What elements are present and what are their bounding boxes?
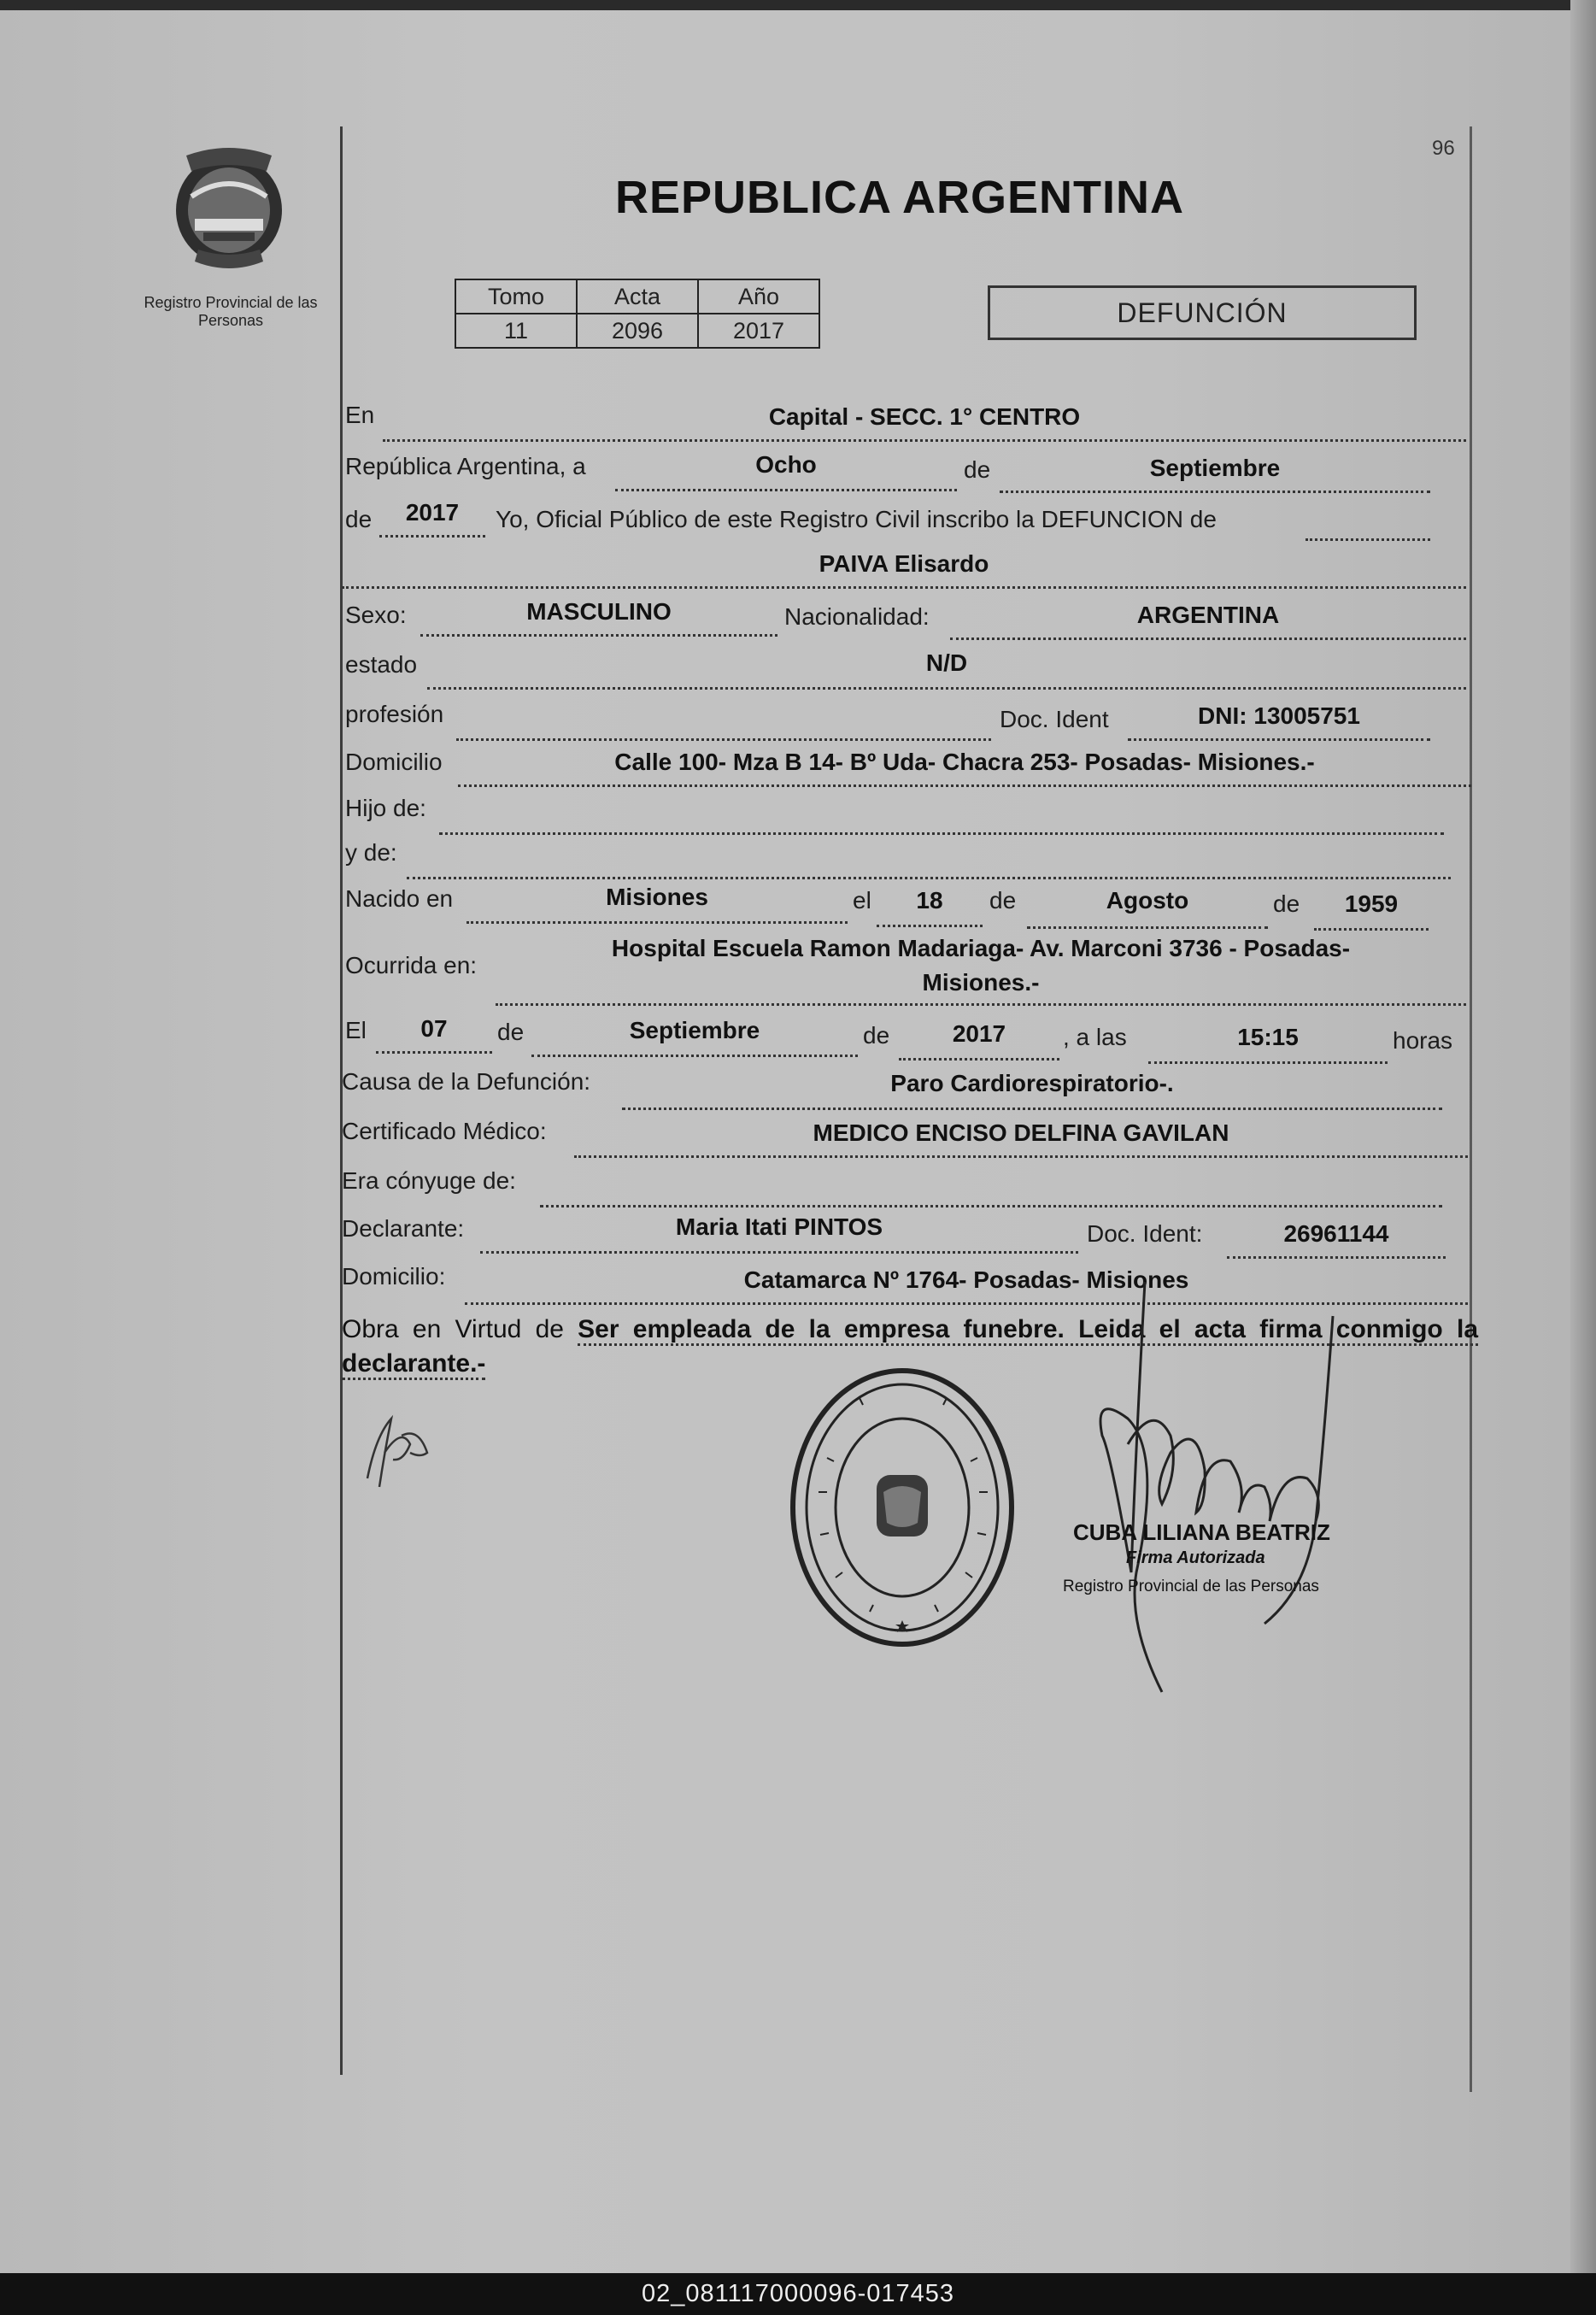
value-hora: 15:15 [1237, 1024, 1299, 1050]
label-nacido-en: Nacido en [345, 885, 454, 912]
value-fecha-mes: Septiembre [629, 1017, 760, 1043]
value-nacido-lugar: Misiones [606, 884, 708, 910]
initials-signature-icon [359, 1401, 444, 1495]
field-y-de [407, 848, 1451, 879]
misiones-coat-of-arms-icon [161, 137, 297, 273]
value-mes: Septiembre [1149, 455, 1281, 481]
label-estado: estado [345, 651, 418, 678]
value-nacido-mes: Agosto [1106, 887, 1189, 914]
label-doc-ident2: Doc. Ident: [1087, 1220, 1203, 1247]
footer-code: 02_081117000096-017453 [0, 2273, 1596, 2315]
value-obra: Ser empleada de la empresa funebre. Leida el acta firma conmigo la declarante.- [342, 1315, 1478, 1380]
label-nacionalidad: Nacionalidad: [784, 603, 930, 630]
acta-header-tomo: Tomo [455, 279, 577, 314]
value-lugar: Capital - SECC. 1° CENTRO [768, 403, 1081, 430]
registro-caption: Registro Provincial de las Personas [144, 294, 318, 329]
acta-table-header-row [455, 279, 819, 314]
value-doc-declarante: 26961144 [1283, 1220, 1389, 1247]
signer-name: CUBA LILIANA BEATRIZ [1073, 1519, 1330, 1545]
label-de-n2: de [1273, 890, 1300, 917]
label-profesion: profesión [345, 701, 444, 727]
official-seal-icon [784, 1364, 1020, 1651]
label-declarante: Declarante: [342, 1215, 465, 1242]
value-nombre: PAIVA Elisardo [819, 550, 989, 577]
value-causa: Paro Cardiorespiratorio-. [890, 1070, 1174, 1096]
acta-table [455, 279, 820, 349]
value-nacido-dia: 18 [916, 887, 943, 914]
value-ocurrida-linea2: Misiones.- [922, 969, 1040, 996]
label-republica: República Argentina, a [345, 453, 586, 479]
value-fecha-anio: 2017 [952, 1020, 1006, 1047]
value-certificado: MEDICO ENCISO DELFINA GAVILAN [813, 1119, 1229, 1146]
label-de: de [964, 456, 991, 483]
value-fecha-dia: 07 [420, 1015, 448, 1042]
label-obra: Obra en Virtud de [342, 1315, 564, 1343]
value-anio: 2017 [405, 499, 460, 526]
left-margin-line [340, 126, 343, 2075]
value-doc-ident: DNI: 13005751 [1198, 702, 1360, 729]
label-de-f1: de [497, 1019, 525, 1045]
field-profesion [456, 709, 991, 741]
value-ocurrida-linea1: Hospital Escuela Ramon Madariaga- Av. Marconi 3736 - Posadas- [611, 935, 1351, 961]
label-a-las: , a las [1063, 1024, 1127, 1050]
label-y-de: y de: [345, 839, 397, 866]
value-domicilio: Calle 100- Mza B 14- Bº Uda- Chacra 253- Posadas- Misiones.- [614, 749, 1315, 775]
label-el: el [853, 887, 871, 914]
official-signature-icon [1077, 1265, 1401, 1709]
field-hijo-de [439, 803, 1444, 835]
label-sexo: Sexo: [345, 602, 407, 628]
signer-role: Firma Autorizada [1126, 1548, 1265, 1567]
label-certificado: Certificado Médico: [342, 1118, 547, 1144]
value-dia: Ocho [755, 451, 817, 478]
label-doc-ident: Doc. Ident [1000, 706, 1109, 732]
label-domicilio: Domicilio [345, 749, 443, 775]
value-sexo: MASCULINO [526, 598, 672, 625]
label-conyuge: Era cónyuge de: [342, 1167, 516, 1194]
document-title: REPUBLICA ARGENTINA [615, 172, 1184, 223]
acta-value-tomo: 11 [455, 314, 577, 348]
label-yo-text: Yo, Oficial Público de este Registro Civil inscribo la DEFUNCION de [496, 506, 1217, 532]
right-margin-line [1470, 126, 1472, 2092]
acta-header-anio: Año [698, 279, 819, 314]
label-causa: Causa de la Defunción: [342, 1068, 591, 1095]
field-conyuge [540, 1176, 1442, 1207]
acta-value-anio: 2017 [698, 314, 819, 348]
value-estado: N/D [925, 649, 968, 676]
label-domicilio2: Domicilio: [342, 1263, 446, 1290]
label-de-f2: de [863, 1022, 890, 1049]
acta-table-value-row [455, 314, 819, 348]
label-horas: horas [1393, 1027, 1453, 1054]
value-domicilio-declarante: Catamarca Nº 1764- Posadas- Misiones [743, 1266, 1189, 1293]
signer-office: Registro Provincial de las Personas [1063, 1578, 1319, 1595]
label-en: En [345, 402, 375, 428]
label-hijo-de: Hijo de: [345, 795, 426, 821]
field-nombre-start [1306, 509, 1430, 541]
scan-top-edge [0, 0, 1596, 10]
document-type-box: DEFUNCIÓN [988, 285, 1417, 340]
label-de-anio: de [345, 506, 373, 532]
label-de-n1: de [989, 887, 1017, 914]
value-nacionalidad: ARGENTINA [1136, 602, 1280, 628]
acta-value-acta: 2096 [577, 314, 698, 348]
scan-right-edge [1570, 0, 1596, 2273]
value-declarante: Maria Itati PINTOS [675, 1213, 883, 1240]
page-number: 96 [1432, 137, 1455, 160]
label-ocurrida-en: Ocurrida en: [345, 952, 478, 978]
acta-header-acta: Acta [577, 279, 698, 314]
value-nacido-anio: 1959 [1344, 890, 1399, 917]
label-el-fecha: El [345, 1017, 367, 1043]
